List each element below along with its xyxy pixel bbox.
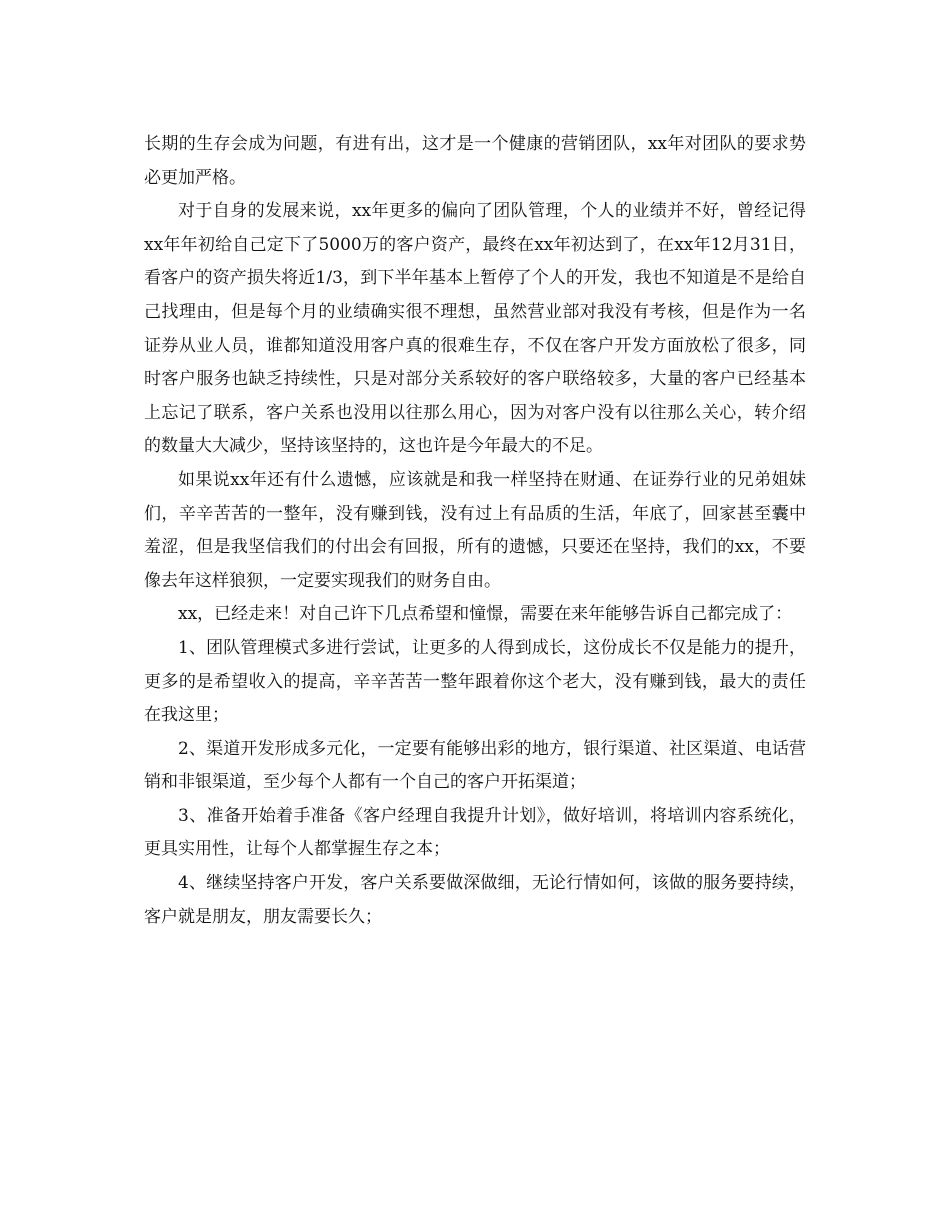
document-body xyxy=(144,128,806,934)
list-item-1: 1、团队管理模式多进行尝试，让更多的人得到成长，这份成长不仅是能力的提升，更多的是希望收入的提高，辛辛苦苦一整年跟着你这个老大，没有赚到钱，最大的责任在我这里； xyxy=(144,637,806,726)
paragraph-1: 长期的生存会成为问题，有进有出，这才是一个健康的营销团队，xx年对团队的要求势必更加严格。 xyxy=(144,134,806,188)
paragraph-2: 对于自身的发展来说，xx年更多的偏向了团队管理，个人的业绩并不好，曾经记得xx年年初给自己定下了5000万的客户资产，最终在xx年初达到了，在xx年12月31日，看客户的资产损失将近1/3，到下半年基本上暂停了个人的开发，我也不知道是不是给自己找理由，但是每个月的业绩确实很不理想，虽然营业部对我没有考核，但是作为一名证券从业人员，谁都知道没用客户真的很难生存，不仅在客户开发方面放松了很多，同时客户服务也缺乏持续性，只是对部分关系较好的客户联络较多，大量的客户已经基本上忘记了联系，客户关系也没用以往那么用心，因为对客户没有以往那么关心，转介绍的数量大大减少，坚持该坚持的，这也许是今年最大的不足。 xyxy=(144,201,806,457)
list-item-3: 3、准备开始着手准备《客户经理自我提升计划》，做好培训，将培训内容系统化，更具实用性，让每个人都掌握生存之本； xyxy=(144,805,806,860)
paragraph-3: 如果说xx年还有什么遗憾，应该就是和我一样坚持在财通、在证券行业的兄弟姐妹们，辛辛苦苦的一整年，没有赚到钱，没有过上有品质的生活，年底了，回家甚至囊中羞涩，但是我坚信我们的付出会有回报，所有的遗憾，只要还在坚持，我们的xx，不要像去年这样狼狈，一定要实现我们的财务自由。 xyxy=(144,469,806,591)
paragraph-4: xx，已经走来！对自己许下几点希望和憧憬，需要在来年能够告诉自己都完成了： xyxy=(178,604,793,625)
list-item-4: 4、继续坚持客户开发，客户关系要做深做细，无论行情如何，该做的服务要持续，客户就是朋友，朋友需要长久； xyxy=(144,873,806,927)
list-item-2: 2、渠道开发形成多元化，一定要有能够出彩的地方，银行渠道、社区渠道、电话营销和非银渠道，至少每个人都有一个自己的客户开拓渠道； xyxy=(144,738,806,793)
